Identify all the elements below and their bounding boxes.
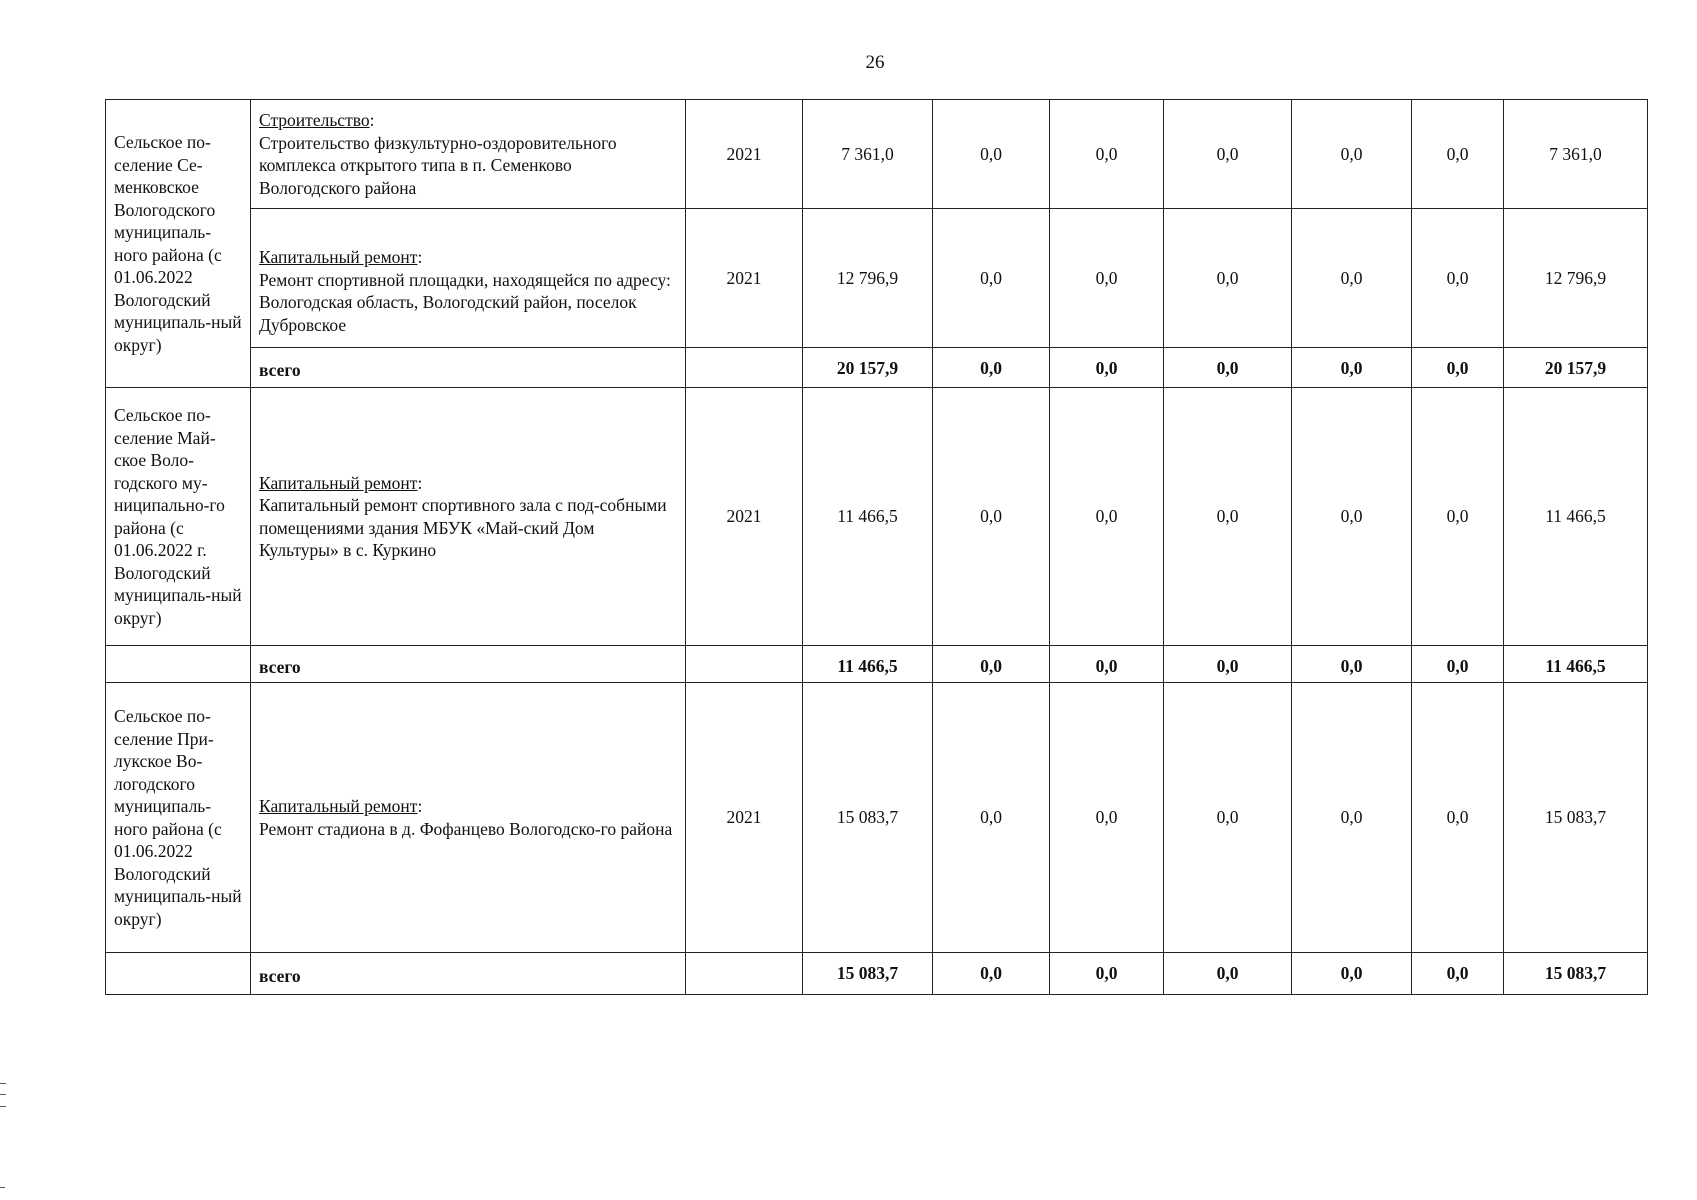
- municipality-cell: Сельское по-селение Май-ское Воло-годского му-ниципально-го района (с 01.06.2022 г. Вологодский муниципаль-ный округ): [106, 388, 251, 646]
- total-value-cell: 0,0: [1050, 646, 1164, 683]
- total-value-cell: 0,0: [1292, 348, 1412, 388]
- value-cell: 0,0: [1050, 683, 1164, 953]
- value-cell: 0,0: [1164, 209, 1292, 348]
- value-cell: 15 083,7: [1504, 683, 1648, 953]
- total-value-cell: 0,0: [1292, 646, 1412, 683]
- total-value-cell: 11 466,5: [803, 646, 933, 683]
- scan-edge-marks: [0, 1083, 6, 1107]
- value-cell: 0,0: [933, 209, 1050, 348]
- value-cell: 0,0: [1050, 388, 1164, 646]
- value-cell: 0,0: [1164, 388, 1292, 646]
- page-number: 26: [865, 52, 885, 73]
- value-cell: 0,0: [1412, 100, 1504, 209]
- work-kind: Строительство: [259, 110, 370, 130]
- value-cell: 12 796,9: [803, 209, 933, 348]
- value-cell: 0,0: [1050, 209, 1164, 348]
- year-cell: 2021: [686, 683, 803, 953]
- year-cell: 2021: [686, 100, 803, 209]
- total-row: [106, 348, 1648, 388]
- total-row: [106, 953, 1648, 995]
- value-cell: 0,0: [1412, 209, 1504, 348]
- value-cell: 0,0: [1412, 388, 1504, 646]
- year-cell: [686, 953, 803, 995]
- value-cell: 7 361,0: [803, 100, 933, 209]
- value-cell: 12 796,9: [1504, 209, 1648, 348]
- funding-table: [105, 99, 1648, 995]
- municipality-cell: Сельское по-селение Се-менковское Вологодского муниципаль-ного района (с 01.06.2022 Вологодский муниципаль-ный округ): [106, 100, 251, 388]
- work-description: Капитальный ремонт спортивного зала с под-собными помещениями здания МБУК «Май-ский Дом Культуры» в с. Куркино: [259, 495, 667, 560]
- value-cell: 0,0: [1292, 209, 1412, 348]
- total-value-cell: 20 157,9: [1504, 348, 1648, 388]
- table-row: [106, 100, 1648, 209]
- value-cell: 0,0: [1164, 100, 1292, 209]
- work-kind: Капитальный ремонт: [259, 472, 418, 493]
- value-cell: 0,0: [933, 100, 1050, 209]
- value-cell: 0,0: [1292, 683, 1412, 953]
- total-row: [106, 646, 1648, 683]
- total-value-cell: 0,0: [1412, 348, 1504, 388]
- value-cell: 0,0: [1292, 388, 1412, 646]
- total-value-cell: 0,0: [1050, 348, 1164, 388]
- municipality-cell: Сельское по-селение При-лукское Во-логодского муниципаль-ного района (с 01.06.2022 Вологодский муниципаль-ный округ): [106, 683, 251, 953]
- table-row: [106, 683, 1648, 953]
- total-value-cell: 0,0: [1412, 953, 1504, 995]
- value-cell: 11 466,5: [803, 388, 933, 646]
- total-value-cell: 0,0: [1164, 953, 1292, 995]
- total-value-cell: 0,0: [1412, 646, 1504, 683]
- value-cell: 0,0: [1292, 100, 1412, 209]
- value-cell: 0,0: [1412, 683, 1504, 953]
- total-value-cell: 15 083,7: [803, 953, 933, 995]
- value-cell: 15 083,7: [803, 683, 933, 953]
- value-cell: 0,0: [1050, 100, 1164, 209]
- value-cell: 0,0: [933, 683, 1050, 953]
- year-cell: 2021: [686, 388, 803, 646]
- table-row: [106, 388, 1648, 646]
- total-value-cell: 20 157,9: [803, 348, 933, 388]
- work-description: Строительство физкультурно-оздоровительного комплекса открытого типа в п. Семенково Вологодского района: [259, 132, 617, 198]
- work-description: Ремонт стадиона в д. Фофанцево Вологодско-го района: [259, 818, 673, 839]
- total-value-cell: 0,0: [1164, 646, 1292, 683]
- total-value-cell: 11 466,5: [1504, 646, 1648, 683]
- municipality-cell: [106, 953, 251, 995]
- year-cell: 2021: [686, 209, 803, 348]
- total-value-cell: 0,0: [933, 953, 1050, 995]
- year-cell: [686, 646, 803, 683]
- value-cell: 0,0: [1164, 683, 1292, 953]
- total-label: всего: [251, 953, 686, 995]
- description-cell: Капитальный ремонт: Ремонт спортивной площадки, находящейся по адресу: Вологодская область, Вологодский район, поселок Дубровское: [251, 209, 686, 348]
- scan-edge-tick: [0, 1187, 5, 1188]
- total-value-cell: 0,0: [1292, 953, 1412, 995]
- value-cell: 0,0: [933, 388, 1050, 646]
- total-value-cell: 0,0: [933, 646, 1050, 683]
- work-description: Ремонт спортивной площадки, находящейся по адресу: Вологодская область, Вологодский район, поселок Дубровское: [259, 269, 671, 335]
- description-cell: Строительство: Строительство физкультурно-оздоровительного комплекса открытого типа в п. Семенково Вологодского района: [251, 100, 686, 209]
- total-label: всего: [251, 348, 686, 388]
- work-kind: Капитальный ремонт: [259, 796, 418, 816]
- year-cell: [686, 348, 803, 388]
- value-cell: 11 466,5: [1504, 388, 1648, 646]
- municipality-cell: [106, 646, 251, 683]
- table-row: [106, 209, 1648, 348]
- total-value-cell: 0,0: [1050, 953, 1164, 995]
- total-label: всего: [251, 646, 686, 683]
- description-cell: Капитальный ремонт: Ремонт стадиона в д. Фофанцево Вологодско-го района: [251, 683, 686, 953]
- total-value-cell: 0,0: [1164, 348, 1292, 388]
- total-value-cell: 0,0: [933, 348, 1050, 388]
- total-value-cell: 15 083,7: [1504, 953, 1648, 995]
- work-kind: Капитальный ремонт: [259, 247, 418, 267]
- description-cell: Капитальный ремонт: Капитальный ремонт спортивного зала с под-собными помещениями здания МБУК «Май-ский Дом Культуры» в с. Куркино: [251, 388, 686, 646]
- value-cell: 7 361,0: [1504, 100, 1648, 209]
